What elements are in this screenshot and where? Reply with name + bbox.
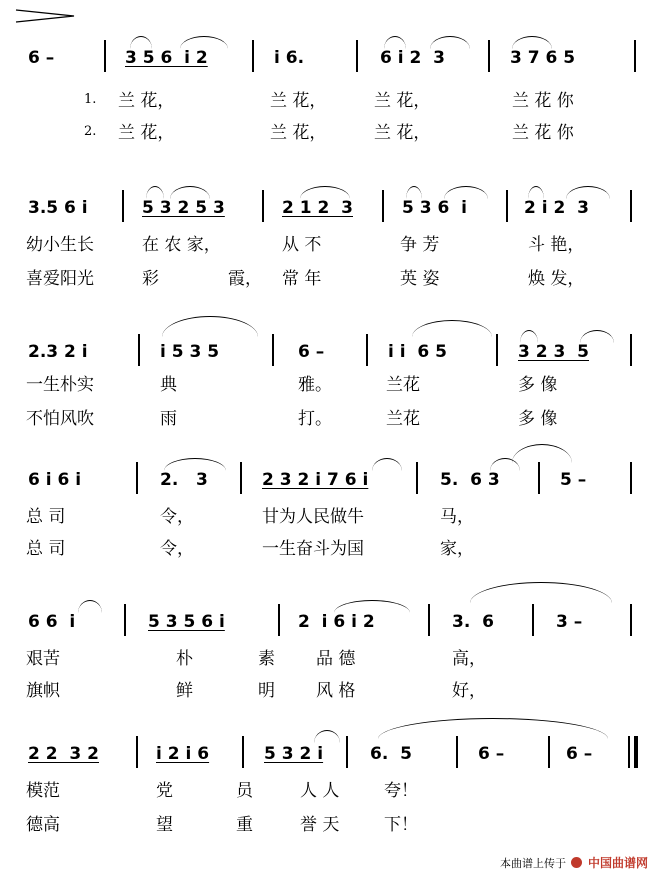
barline [366,334,368,366]
decrescendo-mark [14,8,84,24]
lyric: 风 格 [316,681,356,701]
lyric: 素 [258,649,275,669]
slur [520,330,538,343]
measure-5: 3 2 3 5 [518,342,589,362]
verse-label-2: 2. [84,124,97,139]
lyric: 兰 花， [270,91,327,111]
measure-4: 5 3 6 i [402,198,467,218]
notes-row [0,342,658,362]
lyric: 马， [440,507,474,527]
lyric: 艰苦 [26,649,60,669]
final-barline-thin [628,736,630,768]
lyric: 斗 艳， [528,235,585,255]
measure-1: 2 2 3 2 [28,744,99,764]
slur [384,36,406,49]
lyric: 兰花 [386,409,420,429]
slur [528,186,544,199]
lyric: 誉 天 [300,815,340,835]
measure-2: i 2 i 6 [156,744,210,764]
slur [406,186,422,199]
barline [242,736,244,768]
lyric: 在 农 家， [142,235,221,255]
barline [630,604,632,636]
slur [372,458,402,471]
barline [488,40,490,72]
lyric: 霞， [228,269,262,289]
lyric: 典 [160,375,177,395]
lyric: 雨 [160,409,177,429]
lyric: 高， [452,649,486,669]
barline [138,334,140,366]
measure-4: 3. 6 [452,612,494,632]
slur [164,458,226,471]
lyric: 夸！ [384,781,418,801]
measure-2: 2. 3 [160,470,208,490]
lyric: 多 像 [518,375,558,395]
measure-1: 6 i 6 i [28,470,82,490]
slur [162,316,258,337]
tie [512,444,572,463]
lyric: 品 德 [316,649,356,669]
lyric: 雅。 [298,375,332,395]
lyric: 重 [236,815,253,835]
barline [538,462,540,494]
slur [412,320,492,337]
lyric: 焕 发， [528,269,585,289]
barline [506,190,508,222]
measure-3: 2 1 2 3 [282,198,353,218]
lyric: 党 [156,781,173,801]
barline [278,604,280,636]
notes-row [0,470,658,490]
measure-1: 6 6 i [28,612,76,632]
barline [356,40,358,72]
barline [252,40,254,72]
slur [130,36,152,49]
lyric: 兰花 [386,375,420,395]
lyric: 朴 [176,649,193,669]
lyric: 兰 花， [270,123,327,143]
lyric: 兰 花 你 [512,123,574,143]
lyric: 不怕风吹 [26,409,94,429]
measure-1: 2.3 2 i [28,342,88,362]
measure-4: i i 6 5 [388,342,447,362]
notes-row [0,198,658,218]
lyric: 兰 花， [374,123,431,143]
lyric: 旗帜 [26,681,60,701]
measure-6: 6 – [566,744,593,764]
barline [428,604,430,636]
barline [136,736,138,768]
slur [512,36,552,49]
site-brand[interactable]: 中国曲谱网 [587,856,648,870]
measure-3: i 6. [274,48,305,68]
lyric: 望 [156,815,173,835]
barline [630,190,632,222]
barline [416,462,418,494]
barline [532,604,534,636]
tie [470,582,612,603]
lyric: 令， [160,507,194,527]
lyric: 鲜 [176,681,193,701]
measure-2: 5 3 2 5 3 [142,198,225,218]
barline [136,462,138,494]
lyric: 令， [160,539,194,559]
barline [124,604,126,636]
barline [496,334,498,366]
slur [146,186,164,199]
notes-row [0,48,658,68]
slur [314,730,340,743]
barline [346,736,348,768]
lyric: 人 人 [300,781,340,801]
barline [240,462,242,494]
lyric: 彩 [142,269,159,289]
barline [382,190,384,222]
lyric: 打。 [298,409,332,429]
lyric: 兰 花， [118,91,175,111]
measure-2: i 5 3 5 [160,342,220,362]
lyric: 家， [440,539,474,559]
lyric: 好， [452,681,486,701]
slur [78,600,102,613]
lyric: 从 不 [282,235,322,255]
lyric: 英 姿 [400,269,440,289]
lyric: 多 像 [518,409,558,429]
slur [170,186,210,199]
measure-4: 6. 5 [370,744,412,764]
site-logo-icon [571,857,582,868]
measure-3: 2 3 2 i 7 6 i [262,470,369,490]
measure-5: 5 – [560,470,587,490]
slur [566,186,610,199]
lyric: 兰 花， [118,123,175,143]
measure-4: 5. 6 3 [440,470,500,490]
lyric: 总 司 [26,539,66,559]
barline [630,334,632,366]
slur [430,36,470,49]
lyric: 员 [236,781,253,801]
measure-2: 5 3 5 6 i [148,612,225,632]
barline [272,334,274,366]
slur [334,600,410,613]
barline [122,190,124,222]
measure-4: 6 i 2 3 [380,48,445,68]
measure-5: 6 – [478,744,505,764]
upload-credit [500,854,648,871]
slur [444,186,488,199]
barline [104,40,106,72]
barline [630,462,632,494]
verse-label-1: 1. [84,92,97,107]
slur [580,330,614,343]
measure-5: 3 7 6 5 [510,48,576,68]
measure-5: 3 – [556,612,583,632]
lyric: 常 年 [282,269,322,289]
tie [378,718,608,739]
lyric: 总 司 [26,507,66,527]
lyric: 争 芳 [400,235,440,255]
lyric: 兰 花， [374,91,431,111]
lyric: 明 [258,681,275,701]
barline [262,190,264,222]
measure-2: 3 5 6 i 2 [125,48,208,68]
lyric: 一生朴实 [26,375,94,395]
barline [634,40,636,72]
measure-5: 2 i 2 3 [524,198,589,218]
lyric: 模范 [26,781,60,801]
notes-row [0,612,658,632]
measure-3: 5 3 2 i [264,744,324,764]
lyric: 下！ [384,815,418,835]
measure-1: 3.5 6 i [28,198,88,218]
final-barline-thick [634,736,638,768]
lyric: 喜爱阳光 [26,269,94,289]
lyric: 幼小生长 [26,235,94,255]
lyric: 甘为人民做牛 [262,507,364,527]
slur [180,36,228,49]
barline [548,736,550,768]
upload-text: 本曲谱上传于 [499,857,566,870]
measure-1: 6 – [28,48,55,68]
slur [300,186,350,199]
lyric: 一生奋斗为国 [262,539,364,559]
lyric: 兰 花 你 [512,91,574,111]
notes-row [0,744,658,764]
measure-3: 2 i 6 i 2 [298,612,375,632]
lyric: 德高 [26,815,60,835]
measure-3: 6 – [298,342,325,362]
barline [456,736,458,768]
